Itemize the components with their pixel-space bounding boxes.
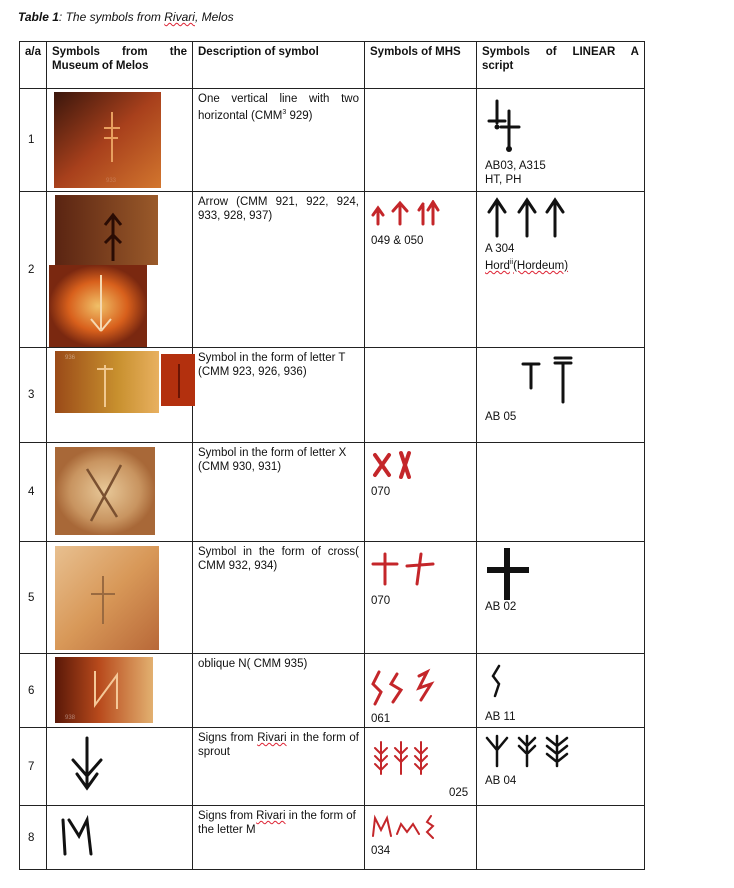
museum-photo-cell	[47, 542, 193, 654]
museum-photo	[55, 546, 159, 650]
symbol-description: Arrow (CMM 921, 922, 924, 933, 928, 937)	[193, 192, 365, 348]
linear-a-label: AB 11	[485, 711, 516, 723]
linear-a-cell	[477, 89, 645, 192]
museum-photo	[55, 657, 153, 723]
linear-a-glyph	[483, 732, 583, 768]
linear-a-label: A 304	[485, 243, 515, 255]
row-number: 5	[20, 542, 47, 654]
museum-photo	[49, 265, 147, 347]
header-mhs: Symbols of MHS	[365, 42, 477, 89]
symbol-description: Signs from Rivari in the form of sprout	[193, 728, 365, 806]
mhs-cell	[365, 192, 477, 348]
linear-a-label: AB 02	[485, 601, 517, 613]
mhs-cell	[365, 542, 477, 654]
mhs-cell	[365, 806, 477, 870]
linear-a-glyph	[519, 354, 599, 408]
museum-photo-cell	[47, 192, 193, 348]
table-row	[20, 542, 645, 654]
table-row	[20, 443, 645, 542]
mhs-code: 070	[371, 595, 391, 607]
row-number: 6	[20, 654, 47, 728]
mhs-x-glyphs	[371, 449, 421, 479]
svg-text:938: 938	[65, 715, 76, 721]
linear-a-glyph	[485, 97, 545, 157]
linear-a-glyph	[483, 662, 513, 706]
museum-symbol-cell	[47, 728, 193, 806]
symbol-description: oblique N( CMM 935)	[193, 654, 365, 728]
symbol-description: One vertical line with two horizontal (CMM$^3$ 929)	[193, 89, 365, 192]
mhs-arrow-glyphs	[371, 200, 455, 228]
museum-photo-cell	[47, 654, 193, 728]
symbols-table	[19, 41, 645, 870]
linear-a-cell	[477, 443, 645, 542]
mhs-code: 049 & 050	[371, 235, 424, 247]
museum-photo	[54, 92, 161, 188]
row-number: 8	[20, 806, 47, 870]
table-header-row	[20, 42, 645, 89]
mhs-n-glyphs	[369, 668, 445, 708]
museum-photo	[55, 195, 158, 265]
row-number: 3	[20, 348, 47, 443]
linear-a-cell	[477, 728, 645, 806]
table-row	[20, 89, 645, 192]
symbol-description: Symbol in the form of letter T (CMM 923, 926, 936)	[193, 348, 365, 443]
linear-a-cell	[477, 348, 645, 443]
mhs-cell	[365, 348, 477, 443]
linear-a-label: AB 04	[485, 775, 517, 787]
museum-photo-cell	[47, 443, 193, 542]
mhs-code: 025	[449, 787, 469, 799]
caption-label: Table 1	[18, 10, 59, 24]
symbol-description: Symbol in the form of cross( CMM 932, 934)	[193, 542, 365, 654]
symbol-description: Signs from Rivari in the form of the letter M	[193, 806, 365, 870]
row-number: 7	[20, 728, 47, 806]
linear-a-label: AB03, A315	[485, 160, 546, 172]
museum-photo-cell	[47, 89, 193, 192]
mhs-cell	[365, 654, 477, 728]
museum-photo-cell	[47, 348, 193, 443]
row-number: 4	[20, 443, 47, 542]
linear-a-sites: HT, PH	[485, 174, 522, 186]
table-caption: Table 1: The symbols from Rivari, Melos	[18, 10, 234, 24]
linear-a-cell	[477, 654, 645, 728]
linear-a-cell	[477, 806, 645, 870]
linear-a-meaning: Hord$^{ii}$(Hordeum)	[485, 259, 569, 272]
table-row	[20, 192, 645, 348]
row-number: 1	[20, 89, 47, 192]
mhs-m-glyphs	[369, 812, 449, 840]
mhs-code: 070	[371, 486, 391, 498]
header-description: Description of symbol	[193, 42, 365, 89]
table-row	[20, 654, 645, 728]
mhs-code: 061	[371, 713, 391, 725]
table-row	[20, 806, 645, 870]
header-museum: Symbols from the Museum of Melos	[47, 42, 193, 89]
mhs-cell	[365, 89, 477, 192]
symbol-description: Symbol in the form of letter X (CMM 930, 931)	[193, 443, 365, 542]
table-row	[20, 348, 645, 443]
mhs-cell	[365, 443, 477, 542]
svg-text:936: 936	[65, 355, 76, 361]
mhs-cross-glyphs	[371, 550, 441, 586]
mhs-code: 034	[371, 845, 391, 857]
svg-text:933: 933	[106, 178, 117, 184]
sprout-symbol-drawing	[63, 736, 113, 796]
header-aa: a/a	[20, 42, 47, 89]
linear-a-glyph	[485, 196, 581, 238]
linear-a-glyph	[483, 546, 533, 602]
linear-a-label: AB 05	[485, 411, 517, 423]
mhs-sprout-glyphs	[369, 738, 439, 778]
m-symbol-drawing	[57, 814, 107, 864]
row-number: 2	[20, 192, 47, 348]
linear-a-cell	[477, 542, 645, 654]
linear-a-cell	[477, 192, 645, 348]
museum-photo	[161, 354, 195, 406]
mhs-cell	[365, 728, 477, 806]
museum-photo	[55, 447, 155, 535]
table-row	[20, 728, 645, 806]
museum-symbol-cell	[47, 806, 193, 870]
museum-photo	[55, 351, 159, 413]
header-linear-a: Symbols of LINEAR A script	[477, 42, 645, 89]
